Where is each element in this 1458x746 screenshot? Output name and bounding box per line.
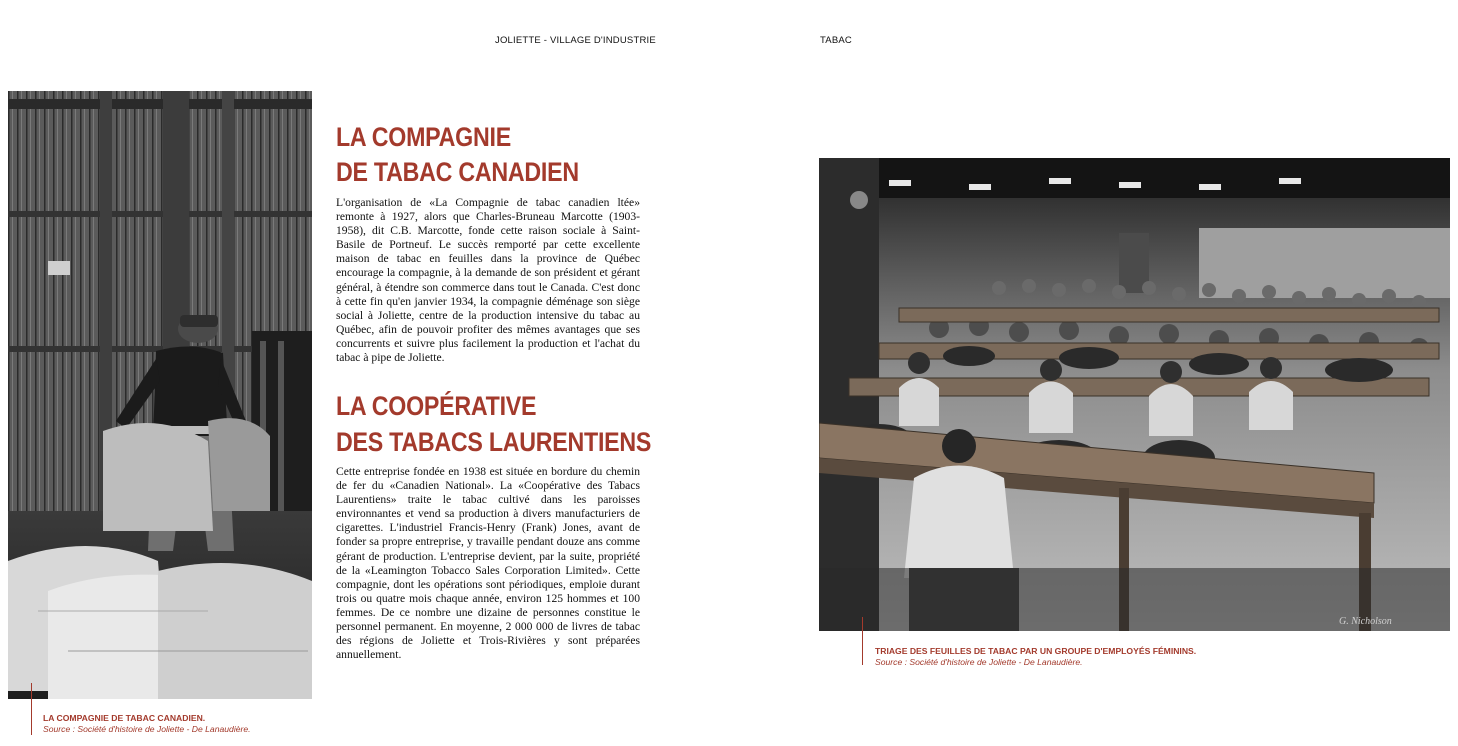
caption-rule-left (31, 683, 32, 735)
caption-left-source: Source : Société d'histoire de Joliette - De Lanaudière. (43, 724, 251, 734)
photo-warehouse-worker (8, 91, 312, 699)
caption-right (875, 646, 1196, 668)
svg-text:G. Nicholson: G. Nicholson (1339, 616, 1392, 627)
section-title-cooperative-line2: DES TABACS LAURENTIENS (336, 427, 652, 457)
section-title-compagnie-line1: LA COMPAGNIE (336, 122, 511, 152)
caption-right-source: Source : Société d'histoire de Joliette - De Lanaudière. (875, 657, 1083, 667)
photo-tobacco-sorting-room (819, 158, 1450, 631)
caption-left (43, 713, 251, 735)
running-header-right: TABAC (820, 35, 852, 46)
caption-right-title: TRIAGE DES FEUILLES DE TABAC PAR UN GROUPE D'EMPLOYÉS FÉMININS. (875, 646, 1197, 656)
caption-rule-right (862, 617, 863, 665)
section-body-compagnie: L'organisation de «La Compagnie de tabac canadien ltée» remonte à 1927, alors que Charles-Bruneau Marcotte (1903-1958), dit C.B. Marcotte, fonde cette raison sociale à Saint-Basile de Portneuf. Le succès remporté par cette excellente maison de tabac en feuilles dans la province de Québec encourage la compagnie, à la demande de son président et gérant général, à étendre son commerce dans tout le Canada. C'est donc à cette fin qu'en janvier 1934, la compagnie déménage son siège social à Joliette, centre de la production intensive du tabac au Québec, afin de pouvoir profiter des mêmes avantages que ses concurrents et suivre plus facilement la production et l'achat du tabac à pipe de Joliette. (336, 196, 640, 365)
caption-left-title: LA COMPAGNIE DE TABAC CANADIEN. (43, 713, 206, 723)
section-body-cooperative: Cette entreprise fondée en 1938 est située en bordure du chemin de fer du «Canadien National». La «Coopérative des Tabacs Laurentiens» traite le tabac cultivé dans les paroisses environnantes et vend sa production à divers manufacturiers de cigarettes. L'industriel Francis-Henry (Frank) Jones, avant de fonder sa propre entreprise, y travaille pendant douze ans comme gérant de production. L'entreprise devient, par la suite, propriété de la «Leamington Tobacco Sales Corporation Limited». Cette compagnie, dont les opérations sont périodiques, emploie durant trois ou quatre mois chaque année, environ 125 hommes et 100 femmes. De ce nombre une dizaine de personnes constitue le personnel permanent. En moyenne, 2 000 000 de livres de tabac des régions de Joliette et Trois-Rivières y sont préparées annuellement. (336, 465, 640, 662)
section-title-compagnie-line2: DE TABAC CANADIEN (336, 157, 579, 187)
running-header-left: JOLIETTE - VILLAGE D'INDUSTRIE (495, 35, 656, 46)
section-title-cooperative-line1: LA COOPÉRATIVE (336, 391, 537, 421)
